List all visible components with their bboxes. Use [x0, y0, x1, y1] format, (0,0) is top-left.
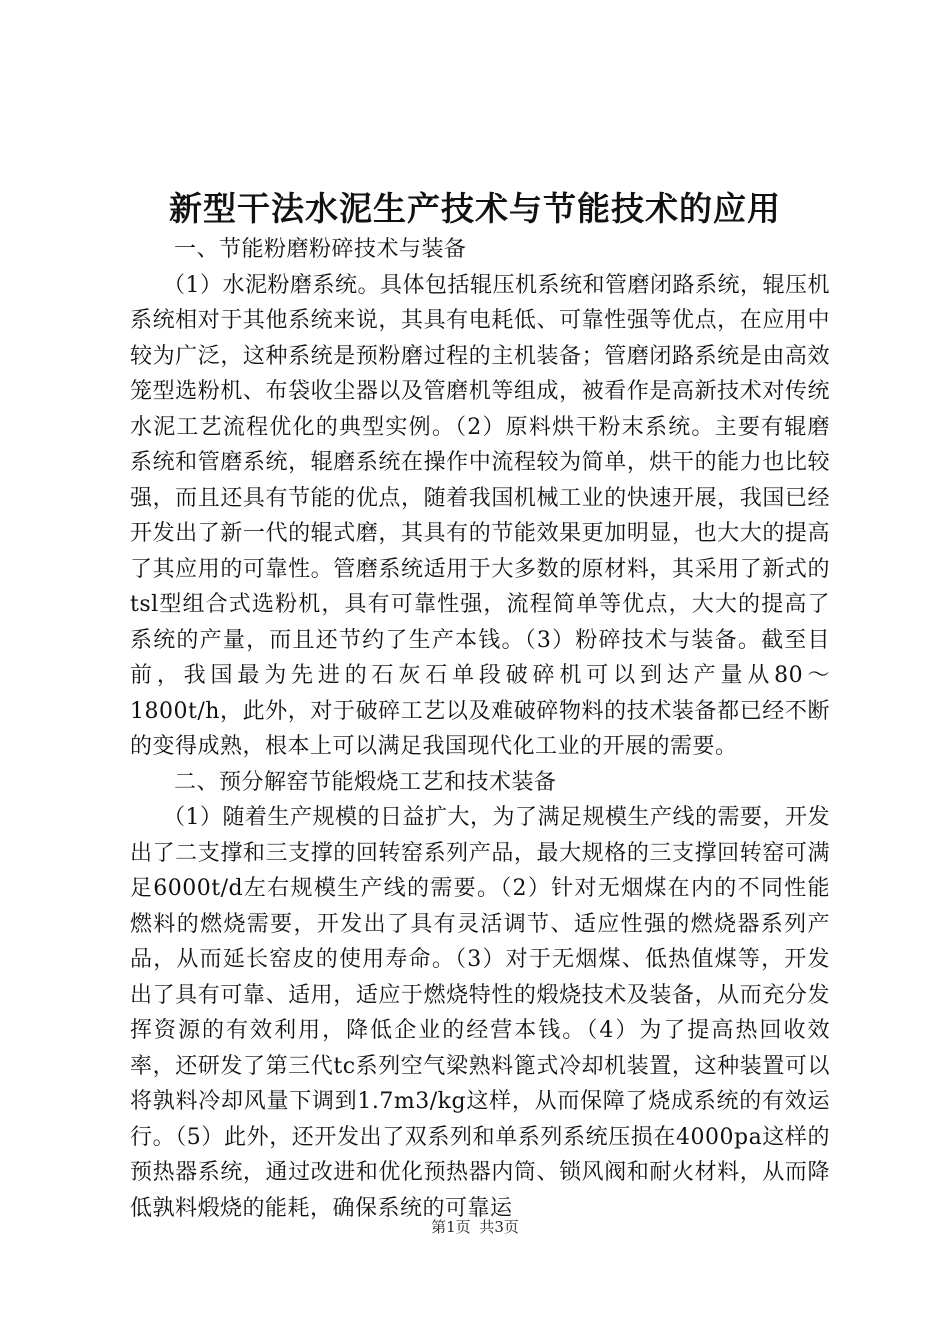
document-body: [130, 232, 830, 1226]
document-title: 新型干法水泥生产技术与节能技术的应用: [169, 189, 781, 228]
section-heading-2: 二、预分解窑节能煅烧工艺和技术装备: [174, 769, 557, 795]
page-footer: [0, 1216, 950, 1237]
page-number: 第1页: [431, 1218, 471, 1236]
section-paragraph-2: （1）随着生产规模的日益扩大，为了满足规模生产线的需要，开发出了二支撑和三支撑的回转窑系列产品，最大规格的三支撑回转窑可满足6000t/d左右规模生产线的需要。（2）针对无烟煤在内的不同性能燃料的燃烧需要，开发出了具有灵活调节、适应性强的燃烧器系列产品，从而延长窑皮的使用寿命。（3）对于无烟煤、低热值煤等，开发出了具有可靠、适用，适应于燃烧特性的煅烧技术及装备，从而充分发挥资源的有效利用，降低企业的经营本钱。（4）为了提高热回收效率，还研发了第三代tc系列空气梁熟料篦式冷却机装置，这种装置可以将孰料冷却风量下调到1.7m3/kg这样，从而保障了烧成系统的有效运行。（5）此外，还开发出了双系列和单系列系统压损在4000pa这样的预热器系统，通过改进和优化预热器内筒、锁风阀和耐火材料，从而降低孰料煅烧的能耗，确保系统的可靠运: [130, 805, 830, 1221]
section-heading-1: 一、节能粉磨粉碎技术与装备: [174, 237, 467, 262]
page-total: 共3页: [479, 1218, 519, 1236]
section-paragraph-1: （1）水泥粉磨系统。具体包括辊压机系统和管磨闭路系统，辊压机系统相对于其他系统来说，其具有电耗低、可靠性强等优点，在应用中较为广泛，这种系统是预粉磨过程的主机装备；管磨闭路系统是由高效笼型选粉机、布袋收尘器以及管磨机等组成，被看作是高新技术对传统水泥工艺流程优化的典型实例。（2）原料烘干粉末系统。主要有辊磨系统和管磨系统，辊磨系统在操作中流程较为简单，烘干的能力也比较强，而且还具有节能的优点，随着我国机械工业的快速开展，我国已经开发出了新一代的辊式磨，其具有的节能效果更加明显，也大大的提高了其应用的可靠性。管磨系统适用于大多数的原材料，其采用了新式的tsl型组合式选粉机，具有可靠性强，流程简单等优点，大大的提高了系统的产量，而且还节约了生产本钱。（3）粉碎技术与装备。截至目前，我国最为先进的石灰石单段破碎机可以到达产量从80～1800t/h，此外，对于破碎工艺以及难破碎物料的技术装备都已经不断的变得成熟，根本上可以满足我国现代化工业的开展的需要。: [130, 272, 830, 759]
